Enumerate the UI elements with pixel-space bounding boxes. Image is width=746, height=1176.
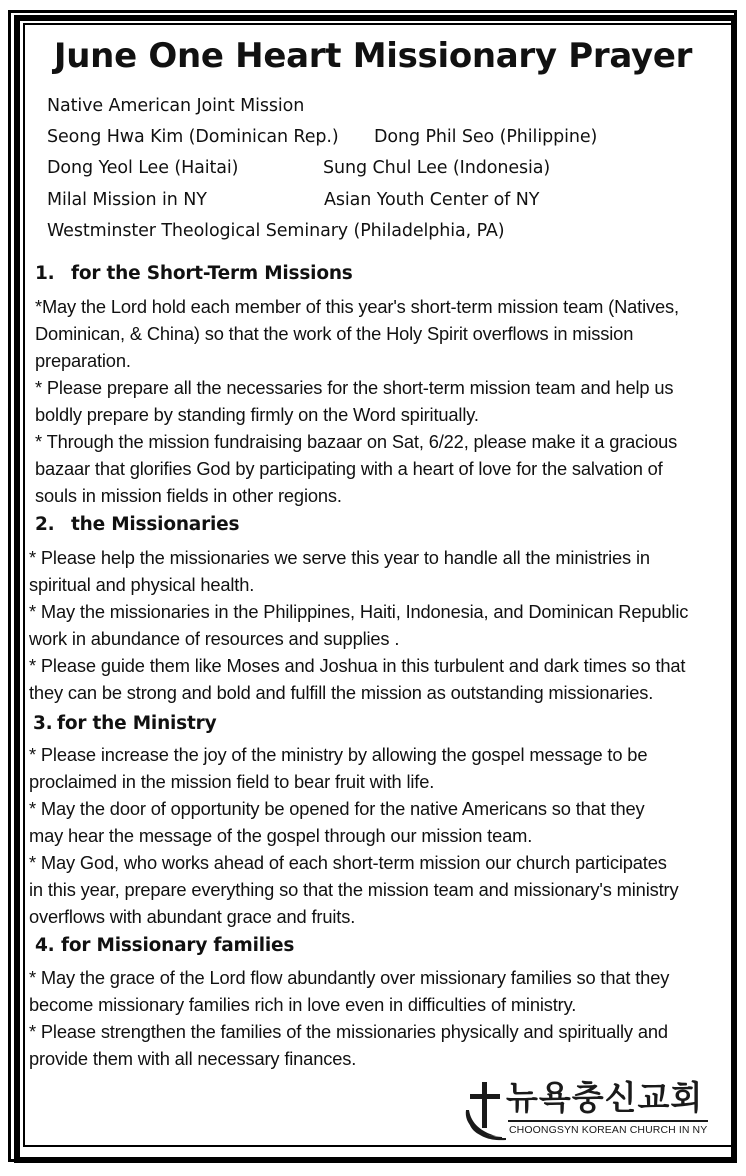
mission-item: Asian Youth Center of NY xyxy=(324,190,540,210)
section-heading xyxy=(33,711,216,737)
mission-item: Dong Phil Seo (Philippine) xyxy=(374,127,598,147)
prayer-line: *May the Lord hold each member of this year's short-term mission team (Natives, xyxy=(35,296,679,317)
logo-divider xyxy=(508,1120,708,1122)
section-title: the Missionaries xyxy=(71,514,240,535)
mission-item: Sung Chul Lee (Indonesia) xyxy=(323,158,551,178)
prayer-line: overflows with abundant grace and fruits. xyxy=(29,906,356,927)
prayer-line: preparation. xyxy=(35,350,131,371)
prayer-line: * May the grace of the Lord flow abundantly over missionary families so that they xyxy=(29,967,670,988)
prayer-line: * Please increase the joy of the ministry by allowing the gospel message to be xyxy=(29,744,648,765)
church-logo xyxy=(462,1080,714,1142)
mission-item: Westminster Theological Seminary (Philadelphia, PA) xyxy=(47,221,505,241)
prayer-line: * May God, who works ahead of each short-term mission our church participates xyxy=(29,852,667,873)
prayer-line: they can be strong and bold and fulfill the mission as outstanding missionaries. xyxy=(29,682,654,703)
section-number: 4. xyxy=(35,935,55,956)
prayer-line: spiritual and physical health. xyxy=(29,574,255,595)
prayer-line: in this year, prepare everything so that the mission team and missionary's ministry xyxy=(29,879,679,900)
prayer-line: may hear the message of the gospel through our mission team. xyxy=(29,825,533,846)
section-heading xyxy=(35,261,353,287)
logo-english-name: CHOONGSYN KOREAN CHURCH IN NY xyxy=(509,1124,708,1136)
section-number: 3. xyxy=(33,713,53,734)
prayer-line: Dominican, & China) so that the work of the Holy Spirit overflows in mission xyxy=(35,323,634,344)
prayer-line: * Please help the missionaries we serve this year to handle all the ministries in xyxy=(29,547,650,568)
section-number: 2. xyxy=(35,514,55,535)
prayer-line: * May the door of opportunity be opened for the native Americans so that they xyxy=(29,798,645,819)
section-heading xyxy=(35,933,294,959)
prayer-line: * Please guide them like Moses and Joshua in this turbulent and dark times so that xyxy=(29,655,686,676)
prayer-line: proclaimed in the mission field to bear fruit with life. xyxy=(29,771,435,792)
prayer-line: work in abundance of resources and supplies . xyxy=(29,628,400,649)
prayer-line: * Through the mission fundraising bazaar on Sat, 6/22, please make it a gracious xyxy=(35,431,678,452)
prayer-line: * May the missionaries in the Philippines, Haiti, Indonesia, and Dominican Republic xyxy=(29,601,689,622)
mission-item: Native American Joint Mission xyxy=(47,96,305,116)
prayer-line: * Please strengthen the families of the missionaries physically and spiritually and xyxy=(29,1021,668,1042)
mission-item: Seong Hwa Kim (Dominican Rep.) xyxy=(47,127,339,147)
prayer-line: souls in mission fields in other regions. xyxy=(35,485,342,506)
section-title: for Missionary families xyxy=(61,935,295,956)
section-title: for the Ministry xyxy=(57,713,217,734)
section-title: for the Short-Term Missions xyxy=(71,263,353,284)
prayer-line: boldly prepare by standing firmly on the Word spiritually. xyxy=(35,404,479,425)
section-heading xyxy=(35,512,239,538)
mission-item: Milal Mission in NY xyxy=(47,190,207,210)
prayer-line: bazaar that glorifies God by participating with a heart of love for the salvation of xyxy=(35,458,663,479)
page-title: June One Heart Missionary Prayer xyxy=(53,36,693,76)
prayer-line: become missionary families rich in love even in difficulties of ministry. xyxy=(29,994,577,1015)
cross-with-waves-icon xyxy=(462,1080,508,1142)
mission-item: Dong Yeol Lee (Haitai) xyxy=(47,158,239,178)
prayer-line: provide them with all necessary finances. xyxy=(29,1048,357,1069)
logo-korean-name: 뉴욕충신교회 xyxy=(506,1078,704,1117)
prayer-line: * Please prepare all the necessaries for the short-term mission team and help us xyxy=(35,377,674,398)
section-number: 1. xyxy=(35,263,55,284)
